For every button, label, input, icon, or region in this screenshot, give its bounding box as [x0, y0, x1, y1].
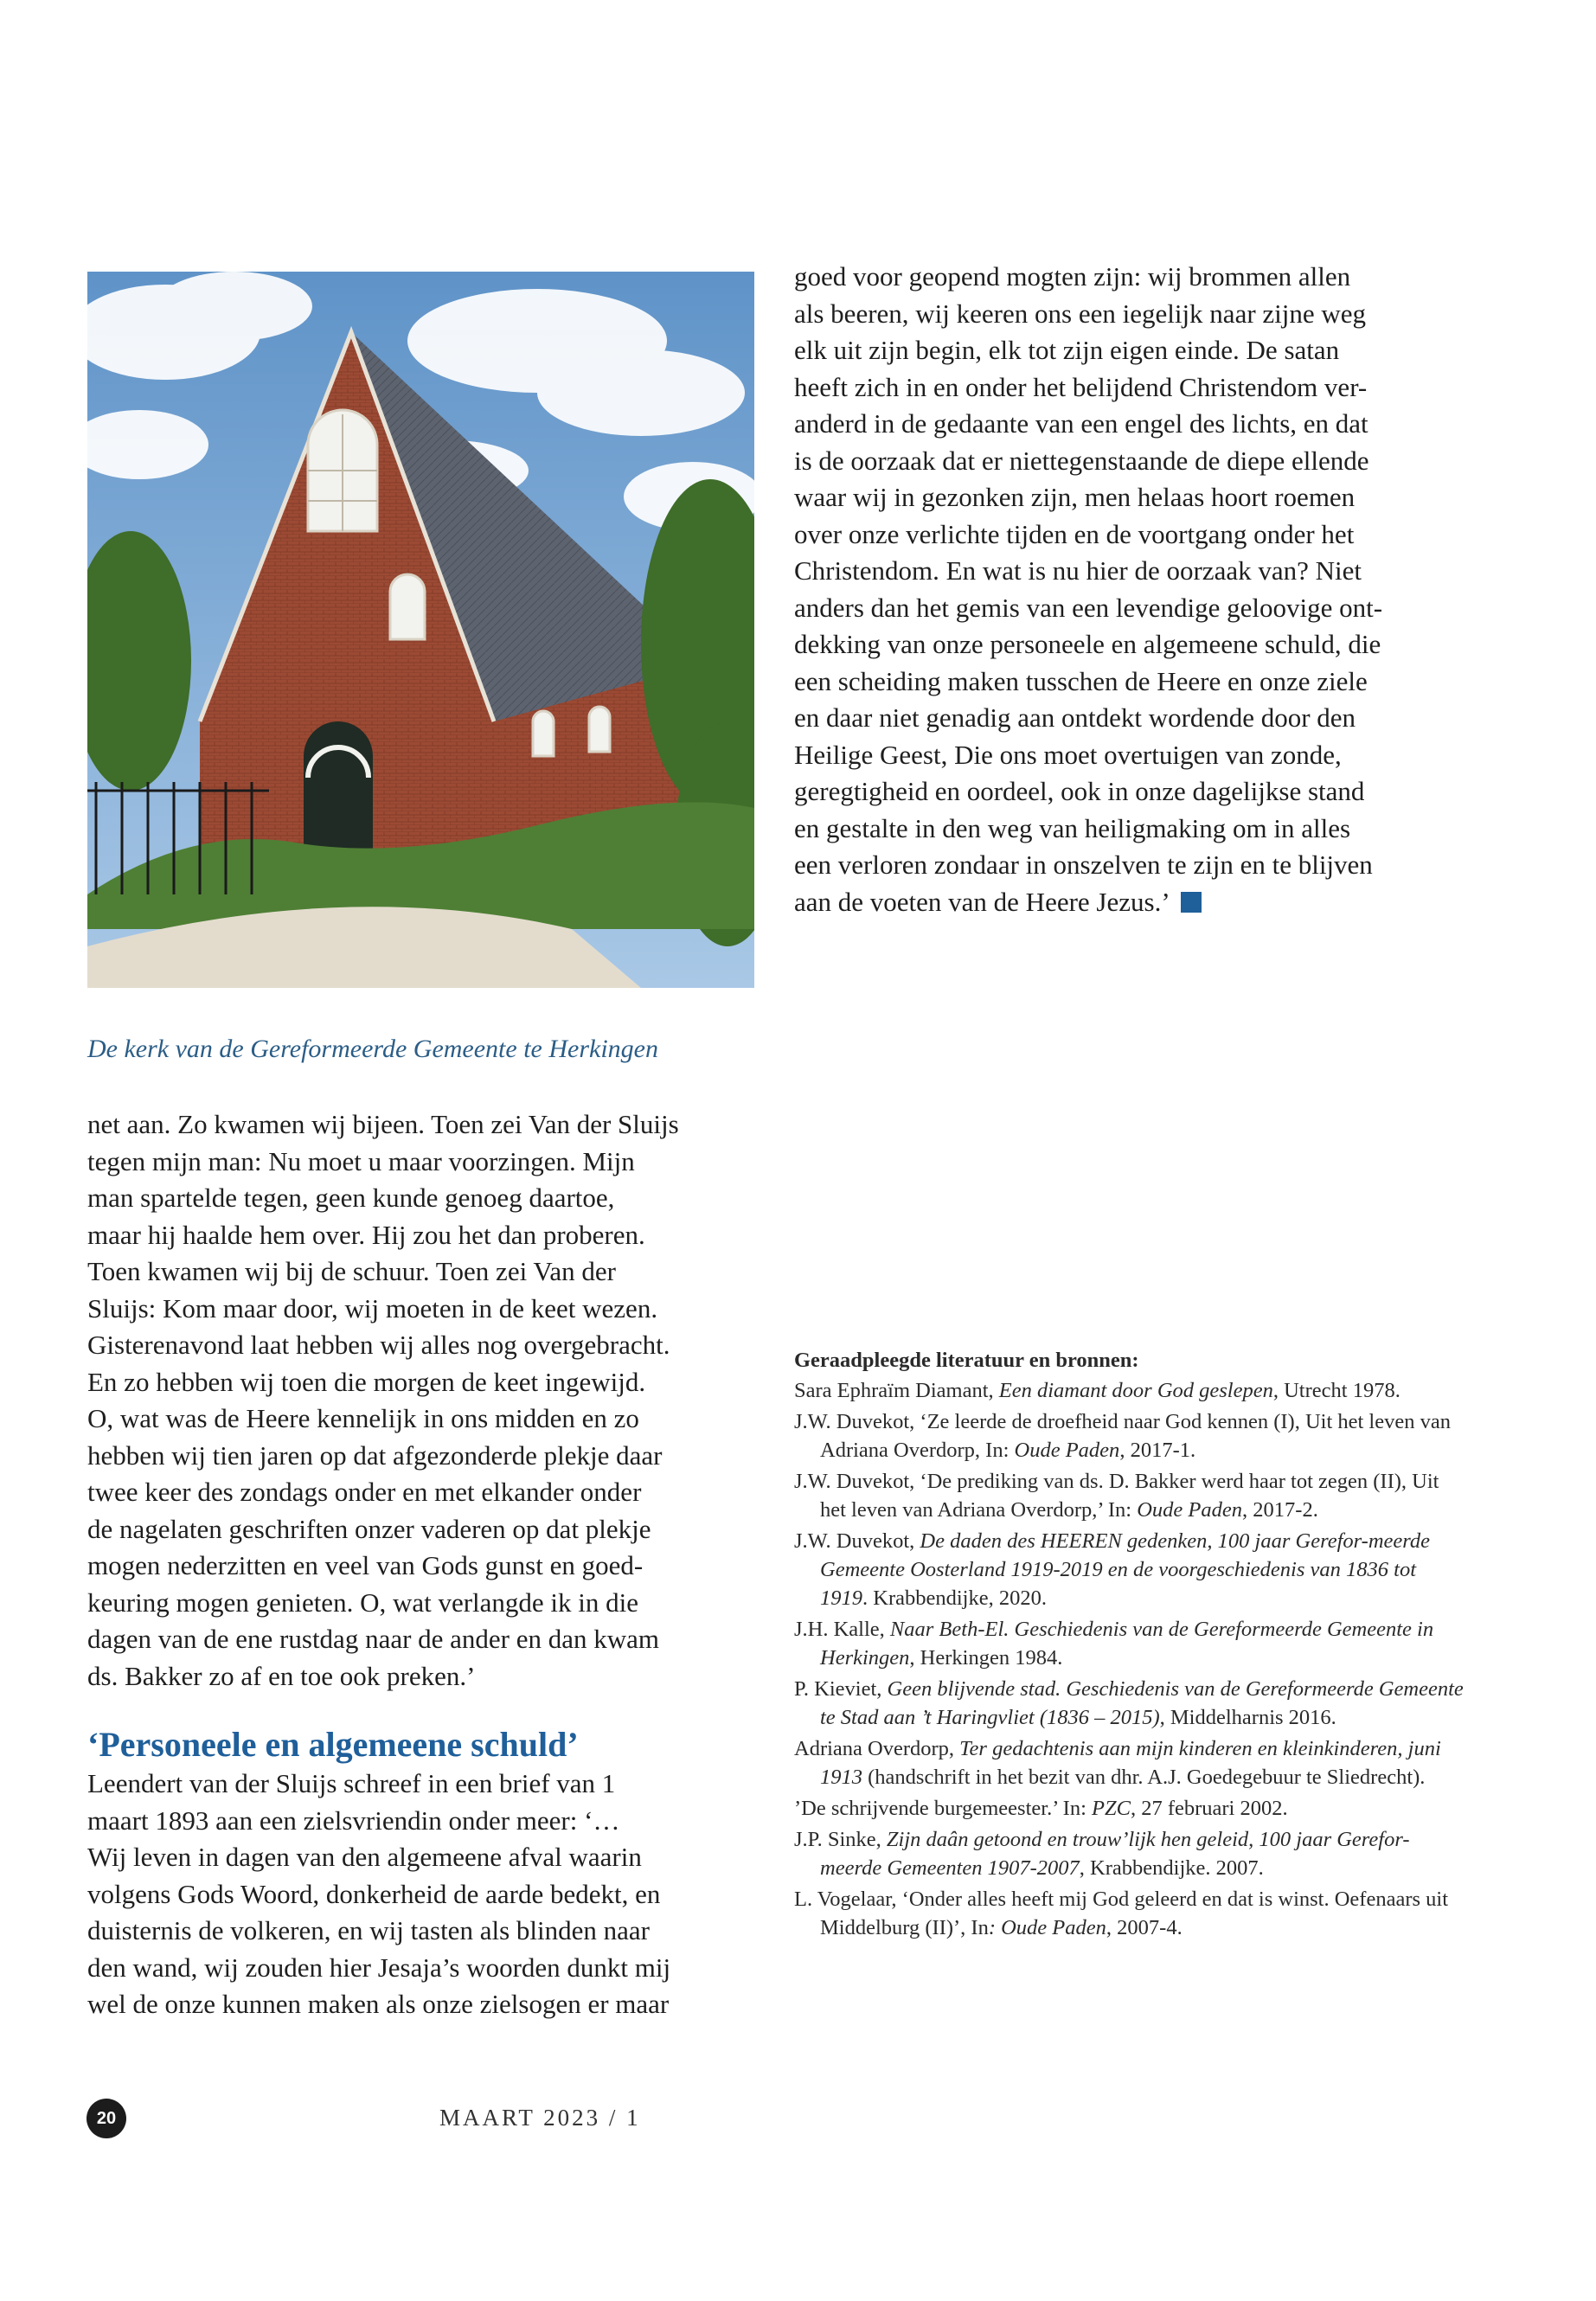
body-line: net aan. Zo kwamen wij bijeen. Toen zei Van der Sluijs — [87, 1109, 679, 1139]
body-line: heeft zich in en onder het belijdend Christendom ver- — [794, 371, 1368, 402]
ref-publication: (handschrift in het bezit van dhr. A.J. Goedegebuur te Sliedrecht). — [862, 1766, 1426, 1789]
body-line: over onze verlichte tijden en de voortgang onder het — [794, 518, 1355, 549]
left-column-text — [87, 1106, 759, 2023]
body-line: anders dan het gemis van een levendige geloovige ont- — [794, 592, 1383, 623]
body-line: twee keer des zondags onder en met elkander onder — [87, 1477, 642, 1507]
body-line: En zo hebben wij toen die morgen de keet ingewijd. — [87, 1366, 646, 1397]
body-line: Gisterenavond laat hebben wij alles nog overgebracht. — [87, 1330, 670, 1360]
body-line: Sluijs: Kom maar door, wij moeten in de keet wezen. — [87, 1292, 658, 1324]
reference-item — [794, 1527, 1467, 1612]
ref-author: J.P. Sinke, — [794, 1828, 887, 1851]
body-line: hebben wij tien jaren op dat afgezonderde plekje daar — [87, 1439, 663, 1471]
ref-author: Adriana Overdorp, — [794, 1737, 960, 1760]
ref-publication: , 2017-2. — [1242, 1498, 1318, 1522]
right-column-text — [794, 259, 1479, 920]
body-line: O, wat was de Heere kennelijk in ons midden en zo — [87, 1403, 639, 1433]
ref-title: Naar Beth-El. Geschiedenis van de Gereformeerde Gemeente in Herkingen — [820, 1618, 1434, 1670]
ref-publication: , 2007-4. — [1106, 1916, 1183, 1939]
ref-title: Oude Paden — [1137, 1498, 1243, 1522]
body-line: de nagelaten geschriften onzer vaderen op dat plekje — [87, 1513, 651, 1544]
body-line: en daar niet genadig aan ontdekt wordende door den — [794, 702, 1356, 733]
body-line: maar hij haalde hem over. Hij zou het dan proberen. — [87, 1219, 645, 1250]
body-line: wel de onze kunnen maken als onze zielsogen er maar — [87, 1989, 670, 2019]
reference-item — [794, 1407, 1467, 1465]
body-line: als beeren, wij keeren ons een iegelijk naar zijne weg — [794, 298, 1367, 329]
body-line: een verloren zondaar in onszelven te zijn en te blijven — [794, 849, 1373, 880]
reference-item — [794, 1794, 1467, 1823]
ref-author: Sara Ephraïm Diamant, — [794, 1379, 999, 1402]
ref-title: Zijn daân getoond en trouw’lijk hen geleid, 100 jaar Gerefor-meerde Gemeenten 1907-2007 — [820, 1828, 1410, 1880]
reference-item — [794, 1734, 1467, 1791]
body-line: mogen nederzitten en veel van Gods gunst en goed- — [87, 1550, 644, 1580]
reference-item — [794, 1376, 1467, 1405]
body-line: duisternis de volkeren, en wij tasten als blinden naar — [87, 1915, 650, 1945]
body-line: dagen van de ene rustdag naar de ander en dan kwam — [87, 1624, 660, 1654]
ref-title: Oude Paden — [1014, 1439, 1120, 1462]
ref-publication: , Krabbendijke. 2007. — [1079, 1856, 1264, 1880]
body-line: geregtigheid en oordeel, ook in onze dagelijkse stand — [794, 776, 1365, 806]
body-line: Toen kwamen wij bij de schuur. Toen zei Van der — [87, 1256, 616, 1286]
body-line: man spartelde tegen, geen kunde genoeg daartoe, — [87, 1183, 615, 1213]
body-line: Christendom. En wat is nu hier de oorzaak van? Niet — [794, 555, 1362, 586]
body-line: keuring mogen genieten. O, wat verlangde ik in die — [87, 1586, 639, 1618]
body-line: dekking van onze personeele en algemeene schuld, die — [794, 629, 1381, 659]
church-photo — [87, 272, 754, 988]
ref-title: : Oude Paden — [988, 1916, 1106, 1939]
body-line-last — [794, 884, 1479, 921]
ref-title: Geen blijvende stad. Geschiedenis van de Gereformeerde Gemeente te Stad aan ’t Haringvliet (1836 – 2015) — [820, 1677, 1464, 1729]
body-line: Wij leven in dagen van den algemeene afval waarin — [87, 1842, 642, 1872]
body-line: volgens Gods Woord, donkerheid de aarde bedekt, en — [87, 1878, 661, 1909]
body-line-text: aan de voeten van de Heere Jezus.’ — [794, 886, 1170, 917]
ref-publication: , 2017-1. — [1119, 1439, 1196, 1462]
body-line: anderd in de gedaante van een engel des lichts, en dat — [794, 408, 1368, 439]
body-line: maart 1893 aan een zielsvriendin onder meer: ‘… — [87, 1804, 620, 1836]
ref-publication: , Utrecht 1978. — [1272, 1379, 1401, 1402]
ref-author: J.W. Duvekot, ‘Ze leerde de droefheid naar God kennen (I), Uit het leven van Adriana Overdorp, In: — [794, 1410, 1451, 1462]
ref-title: Een diamant door God geslepen — [998, 1379, 1273, 1402]
ref-author: J.H. Kalle, — [794, 1618, 890, 1641]
body-line: Leendert van der Sluijs schreef in een brief van 1 — [87, 1768, 616, 1798]
ref-author: J.W. Duvekot, ‘De prediking van ds. D. Bakker werd haar tot zegen (II), Uit het leven van Adriana Overdorp,’ In: — [794, 1470, 1439, 1522]
body-line: Heilige Geest, Die ons moet overtuigen van zonde, — [794, 739, 1342, 770]
ref-author: ’De schrijvende burgemeester.’ In: — [794, 1797, 1093, 1820]
issue-label: MAART 2023 / 1 — [439, 2105, 641, 2131]
ref-title: De daden des HEEREN gedenken, 100 jaar Gerefor-meerde Gemeente Oosterland 1919-2019 en de voorgeschiedenis van 1836 tot 1919 — [820, 1529, 1431, 1610]
reference-item — [794, 1615, 1467, 1672]
body-line: goed voor geopend mogten zijn: wij brommen allen — [794, 261, 1351, 292]
ref-author: L. Vogelaar, ‘Onder alles heeft mij God geleerd en dat is winst. Oefenaars uit Middelburg (II)’, In — [794, 1888, 1449, 1939]
reference-item — [794, 1467, 1467, 1524]
references-list — [794, 1346, 1467, 1945]
ref-publication: , 27 februari 2002. — [1130, 1797, 1288, 1820]
body-line: ds. Bakker zo af en toe ook preken.’ — [87, 1660, 476, 1691]
ref-author: P. Kieviet, — [794, 1677, 888, 1701]
page-number-badge: 20 — [87, 2099, 126, 2138]
ref-publication: . Krabbendijke, 2020. — [862, 1586, 1047, 1610]
body-line: en gestalte in den weg van heiligmaking om in alles — [794, 812, 1351, 843]
ref-publication: , Middelharnis 2016. — [1159, 1706, 1336, 1729]
body-line: tegen mijn man: Nu moet u maar voorzingen. Mijn — [87, 1145, 635, 1176]
article-end-mark-icon — [1181, 892, 1202, 913]
ref-title: PZC — [1092, 1797, 1131, 1820]
body-line: is de oorzaak dat er niettegenstaande de diepe ellende — [794, 445, 1369, 476]
church-illustration — [87, 272, 754, 988]
photo-caption: De kerk van de Gereformeerde Gemeente te Herkingen — [87, 1035, 658, 1063]
section-heading: ‘Personeele en algemeene schuld’ — [87, 1725, 579, 1764]
body-line: waar wij in gezonken zijn, men helaas hoort roemen — [794, 482, 1356, 512]
references-heading: Geraadpleegde literatuur en bronnen: — [794, 1349, 1139, 1372]
ref-publication: , Herkingen 1984. — [909, 1646, 1063, 1670]
reference-item — [794, 1885, 1467, 1942]
body-line: elk uit zijn begin, elk tot zijn eigen einde. De satan — [794, 335, 1340, 365]
ref-title: Ter gedachtenis aan mijn kinderen en kleinkinderen, juni 1913 — [820, 1737, 1441, 1789]
ref-author: J.W. Duvekot, — [794, 1529, 920, 1553]
reference-item — [794, 1675, 1467, 1732]
reference-item — [794, 1825, 1467, 1882]
body-line: een scheiding maken tusschen de Heere en onze ziele — [794, 665, 1368, 696]
body-line: den wand, wij zouden hier Jesaja’s woorden dunkt mij — [87, 1952, 671, 1983]
